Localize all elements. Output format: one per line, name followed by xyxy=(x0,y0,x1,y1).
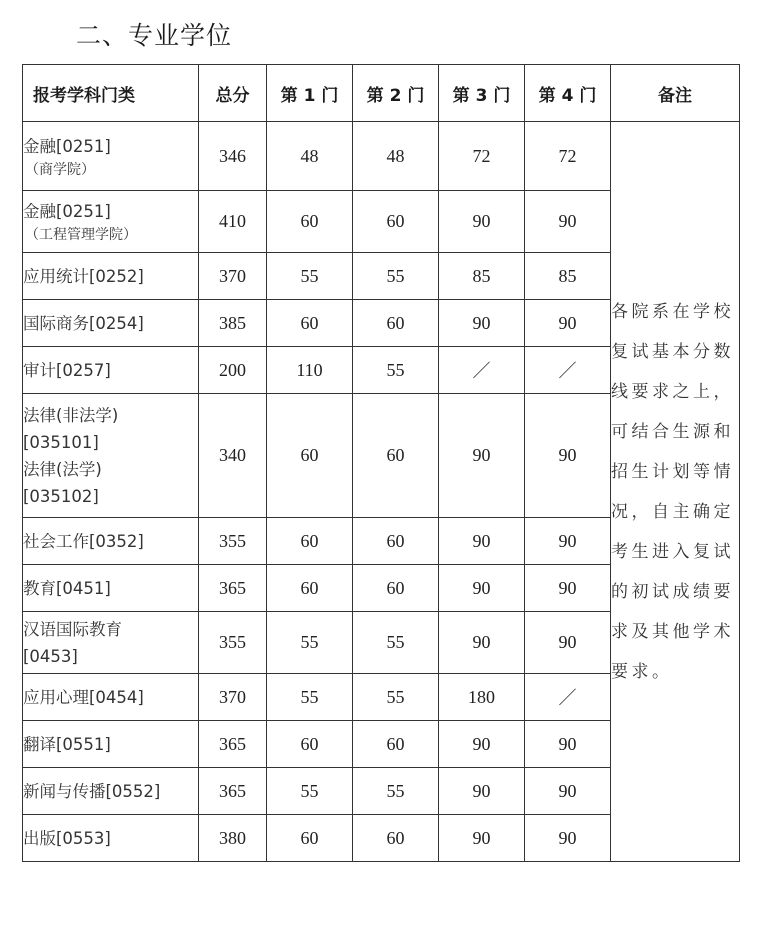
subject-note: （工程管理学院） xyxy=(25,227,137,243)
subject-score-cell: ／ xyxy=(439,347,525,394)
subject-name-line: [0453] xyxy=(23,646,78,666)
subject-score-cell: 110 xyxy=(267,347,353,394)
total-score-cell: 200 xyxy=(199,347,267,394)
subject-score-cell: 72 xyxy=(525,122,611,191)
subject-score-cell: 60 xyxy=(267,191,353,253)
subject-name-cell xyxy=(23,565,199,612)
subject-score-cell: 55 xyxy=(267,253,353,300)
total-score-cell: 385 xyxy=(199,300,267,347)
subject-score-cell: 60 xyxy=(353,565,439,612)
subject-name-cell xyxy=(23,300,199,347)
subject-score-cell: 90 xyxy=(525,300,611,347)
subject-score-cell: 90 xyxy=(525,612,611,674)
subject-score-cell: 90 xyxy=(439,768,525,815)
subject-name-cell xyxy=(23,768,199,815)
total-score-cell: 346 xyxy=(199,122,267,191)
subject-name-line: 新闻与传播[0552] xyxy=(23,781,161,801)
subject-score-cell: 55 xyxy=(353,253,439,300)
subject-score-cell: 48 xyxy=(267,122,353,191)
subject-score-cell: 180 xyxy=(439,674,525,721)
subject-score-cell: 90 xyxy=(439,394,525,518)
subject-score-cell: 90 xyxy=(525,815,611,862)
subject-name-line: 金融[0251] xyxy=(23,136,111,156)
subject-name-cell xyxy=(23,721,199,768)
total-score-cell: 355 xyxy=(199,518,267,565)
subject-score-cell: 55 xyxy=(353,347,439,394)
subject-score-cell: 90 xyxy=(439,815,525,862)
table-row xyxy=(23,122,740,191)
subject-score-cell: 55 xyxy=(267,768,353,815)
subject-score-cell: 60 xyxy=(267,815,353,862)
subject-score-cell: 60 xyxy=(267,518,353,565)
subject-score-cell: 90 xyxy=(525,768,611,815)
total-score-cell: 370 xyxy=(199,253,267,300)
total-score-cell: 370 xyxy=(199,674,267,721)
header-subject-3: 第 3 门 xyxy=(439,65,525,122)
subject-score-cell: ／ xyxy=(525,347,611,394)
subject-score-cell: 60 xyxy=(353,394,439,518)
subject-score-cell: 90 xyxy=(439,518,525,565)
subject-name-line: [035101] xyxy=(23,432,99,452)
subject-score-cell: 55 xyxy=(267,674,353,721)
subject-name-cell xyxy=(23,674,199,721)
subject-score-cell: 90 xyxy=(525,721,611,768)
subject-score-cell: 90 xyxy=(439,191,525,253)
subject-score-cell: 90 xyxy=(525,565,611,612)
subject-name-line: 应用统计[0252] xyxy=(23,266,144,286)
score-table xyxy=(22,64,740,862)
subject-name-cell xyxy=(23,394,199,518)
subject-name-cell xyxy=(23,122,199,191)
section-title: 二、专业学位 xyxy=(76,21,233,50)
subject-score-cell: 90 xyxy=(439,721,525,768)
remark-cell: 各院系在学校复试基本分数线要求之上，可结合生源和招生计划等情况，自主确定考生进入复试的初试成绩要求及其他学术要求。 xyxy=(611,122,740,862)
header-total: 总分 xyxy=(199,65,267,122)
subject-score-cell: 60 xyxy=(267,300,353,347)
total-score-cell: 410 xyxy=(199,191,267,253)
subject-name-cell xyxy=(23,253,199,300)
subject-score-cell: 55 xyxy=(353,612,439,674)
subject-score-cell: 85 xyxy=(439,253,525,300)
subject-score-cell: 60 xyxy=(267,721,353,768)
total-score-cell: 365 xyxy=(199,565,267,612)
total-score-cell: 340 xyxy=(199,394,267,518)
subject-score-cell: 60 xyxy=(267,565,353,612)
subject-score-cell: 72 xyxy=(439,122,525,191)
subject-name-cell xyxy=(23,612,199,674)
subject-name-line: 金融[0251] xyxy=(23,202,111,221)
subject-score-cell: 90 xyxy=(439,612,525,674)
subject-name-line: 翻译[0551] xyxy=(23,734,111,754)
subject-name-line: 法律(非法学) xyxy=(23,405,119,425)
total-score-cell: 380 xyxy=(199,815,267,862)
header-row xyxy=(23,65,740,122)
subject-name-line: 教育[0451] xyxy=(23,578,111,598)
subject-name-line: 审计[0257] xyxy=(23,360,111,380)
subject-score-cell: 48 xyxy=(353,122,439,191)
subject-score-cell: 90 xyxy=(525,518,611,565)
subject-score-cell: 55 xyxy=(353,768,439,815)
header-subject-1: 第 1 门 xyxy=(267,65,353,122)
subject-name-cell xyxy=(23,518,199,565)
subject-note: （商学院） xyxy=(25,161,95,178)
header-subject: 报考学科门类 xyxy=(23,65,199,122)
subject-score-cell: 55 xyxy=(267,612,353,674)
subject-score-cell: 60 xyxy=(267,394,353,518)
header-remark: 备注 xyxy=(611,65,740,122)
subject-name-line: 法律(法学) xyxy=(23,459,102,479)
subject-name-line: 出版[0553] xyxy=(23,828,111,848)
subject-name-line: 汉语国际教育 xyxy=(23,619,122,639)
subject-score-cell: 90 xyxy=(439,300,525,347)
score-table-body xyxy=(23,122,740,862)
subject-score-cell: ／ xyxy=(525,674,611,721)
subject-score-cell: 90 xyxy=(525,394,611,518)
subject-score-cell: 90 xyxy=(525,191,611,253)
total-score-cell: 365 xyxy=(199,721,267,768)
subject-score-cell: 60 xyxy=(353,191,439,253)
subject-score-cell: 85 xyxy=(525,253,611,300)
subject-name-line: 社会工作[0352] xyxy=(23,531,144,551)
subject-score-cell: 60 xyxy=(353,721,439,768)
subject-score-cell: 90 xyxy=(439,565,525,612)
subject-name-line: [035102] xyxy=(23,486,99,506)
header-subject-2: 第 2 门 xyxy=(353,65,439,122)
subject-name-line: 国际商务[0254] xyxy=(23,313,144,333)
total-score-cell: 365 xyxy=(199,768,267,815)
subject-score-cell: 60 xyxy=(353,815,439,862)
total-score-cell: 355 xyxy=(199,612,267,674)
subject-score-cell: 60 xyxy=(353,300,439,347)
subject-name-cell xyxy=(23,191,199,253)
subject-name-line: 应用心理[0454] xyxy=(23,687,144,707)
header-subject-4: 第 4 门 xyxy=(525,65,611,122)
subject-score-cell: 60 xyxy=(353,518,439,565)
subject-name-cell xyxy=(23,347,199,394)
subject-score-cell: 55 xyxy=(353,674,439,721)
subject-name-cell xyxy=(23,815,199,862)
